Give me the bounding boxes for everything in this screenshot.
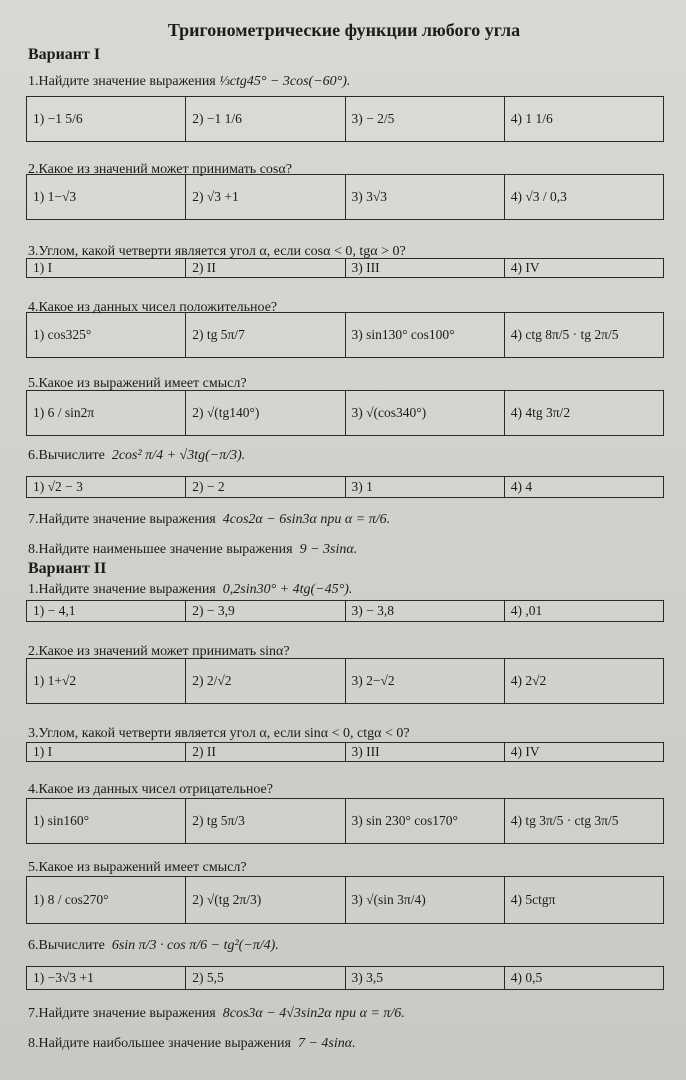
v1-q6-answers — [26, 476, 664, 498]
v2-q5-option[interactable]: 2) √(tg 2π/3) — [185, 877, 344, 923]
v2-q1-option[interactable]: 4) ,01 — [504, 601, 663, 621]
v1-q3-option[interactable]: 2) II — [185, 259, 344, 277]
v2-q6-answers — [26, 966, 664, 990]
v2-q8-text: 8.Найдите наибольшее значение выражения 7 − 4sinα. — [28, 1036, 356, 1051]
v1-q2-option[interactable]: 4) √3 / 0,3 — [504, 175, 663, 219]
v1-q3-option[interactable]: 3) III — [345, 259, 504, 277]
v1-q1-option[interactable]: 2) −1 1/6 — [185, 97, 344, 141]
v1-q2-answers — [26, 174, 664, 220]
v1-q3-option[interactable]: 1) I — [33, 260, 53, 275]
v1-q5-option[interactable]: 1) 6 / sin2π — [33, 405, 95, 420]
v2-q1-option[interactable]: 3) − 3,8 — [345, 601, 504, 621]
v1-q4-answers — [26, 312, 664, 358]
v2-q4-option[interactable]: 4) tg 3π/5 · ctg 3π/5 — [504, 799, 663, 843]
v1-q5-text: 5.Какое из выражений имеет смысл? — [28, 376, 247, 391]
v2-q2-option[interactable]: 3) 2−√2 — [345, 659, 504, 703]
v2-q7-text: 7.Найдите значение выражения 8cos3α − 4√3sin2α при α = π/6. — [28, 1006, 405, 1021]
v1-q2-text: 2.Какое из значений может принимать cosα? — [28, 162, 292, 177]
v1-q2-option[interactable]: 1) 1−√3 — [33, 189, 77, 204]
page-title: Тригонометрические функции любого угла — [167, 20, 521, 40]
v2-q4-text: 4.Какое из данных чисел отрицательное? — [28, 782, 273, 797]
v2-q6-option[interactable]: 4) 0,5 — [504, 967, 663, 989]
v1-q4-option[interactable]: 4) ctg 8π/5 · tg 2π/5 — [504, 313, 663, 357]
v1-q4-option[interactable]: 2) tg 5π/7 — [185, 313, 344, 357]
v1-q1-text: 1.Найдите значение выражения ⅓ctg45° − 3cos(−60°). — [28, 74, 351, 89]
v2-q1-option[interactable]: 1) − 4,1 — [33, 603, 76, 618]
v2-q5-option[interactable]: 3) √(sin 3π/4) — [345, 877, 504, 923]
v1-q5-option[interactable]: 4) 4tg 3π/2 — [504, 391, 663, 435]
v1-q6-option[interactable]: 2) − 2 — [185, 477, 344, 497]
v2-q6-option[interactable]: 1) −3√3 +1 — [33, 970, 94, 985]
v1-q3-option[interactable]: 4) IV — [504, 259, 663, 277]
v2-q5-answers — [26, 876, 664, 924]
v2-q2-option[interactable]: 1) 1+√2 — [33, 673, 77, 688]
v2-q6-text: 6.Вычислите 6sin π/3 · cos π/6 − tg²(−π/4). — [28, 938, 279, 953]
v2-q1-option[interactable]: 2) − 3,9 — [185, 601, 344, 621]
v1-q3-text: 3.Углом, какой четверти является угол α, если cosα < 0, tgα > 0? — [28, 244, 406, 259]
v1-q4-option[interactable]: 3) sin130° cos100° — [345, 313, 504, 357]
v1-q3-answers — [26, 258, 664, 278]
v2-q4-option[interactable]: 3) sin 230° cos170° — [345, 799, 504, 843]
v2-q1-answers — [26, 600, 664, 622]
v1-q1-option[interactable]: 4) 1 1/6 — [504, 97, 663, 141]
v2-q2-text: 2.Какое из значений может принимать sinα? — [28, 644, 290, 659]
v1-q5-option[interactable]: 3) √(cos340°) — [345, 391, 504, 435]
v2-q3-option[interactable]: 4) IV — [504, 743, 663, 761]
v1-q6-option[interactable]: 1) √2 − 3 — [33, 479, 83, 494]
v2-q5-text: 5.Какое из выражений имеет смысл? — [28, 860, 247, 875]
v1-q5-option[interactable]: 2) √(tg140°) — [185, 391, 344, 435]
v1-q4-text: 4.Какое из данных чисел положительное? — [28, 300, 278, 315]
v2-q3-text: 3.Углом, какой четверти является угол α, если sinα < 0, ctgα < 0? — [28, 726, 410, 741]
v2-q5-option[interactable]: 4) 5ctgπ — [504, 877, 663, 923]
v2-q2-option[interactable]: 2) 2/√2 — [185, 659, 344, 703]
v2-q3-answers — [26, 742, 664, 762]
v1-q2-option[interactable]: 2) √3 +1 — [185, 175, 344, 219]
v2-q1-text: 1.Найдите значение выражения 0,2sin30° + 4tg(−45°). — [28, 582, 353, 597]
v1-q5-answers — [26, 390, 664, 436]
v2-q3-option[interactable]: 2) II — [185, 743, 344, 761]
v2-q4-option[interactable]: 1) sin160° — [33, 813, 90, 828]
v1-q8-text: 8.Найдите наименьшее значение выражения 9 − 3sinα. — [28, 542, 358, 557]
v2-q4-option[interactable]: 2) tg 5π/3 — [185, 799, 344, 843]
v1-q4-option[interactable]: 1) cos325° — [33, 327, 92, 342]
v2-q2-option[interactable]: 4) 2√2 — [504, 659, 663, 703]
v2-q5-option[interactable]: 1) 8 / cos270° — [33, 892, 109, 907]
v2-q4-answers — [26, 798, 664, 844]
variant2-heading: Вариант II — [28, 560, 107, 577]
v1-q1-option[interactable]: 3) − 2/5 — [345, 97, 504, 141]
v1-q6-option[interactable]: 4) 4 — [504, 477, 663, 497]
v1-q6-option[interactable]: 3) 1 — [345, 477, 504, 497]
worksheet-page — [14, 8, 674, 1070]
v2-q3-option[interactable]: 3) III — [345, 743, 504, 761]
v1-q2-option[interactable]: 3) 3√3 — [345, 175, 504, 219]
v2-q6-option[interactable]: 3) 3,5 — [345, 967, 504, 989]
v1-q1-answers — [26, 96, 664, 142]
v1-q1-option[interactable]: 1) −1 5/6 — [33, 111, 83, 126]
v1-q7-text: 7.Найдите значение выражения 4cos2α − 6sin3α при α = π/6. — [28, 512, 391, 527]
v2-q6-option[interactable]: 2) 5,5 — [185, 967, 344, 989]
variant1-heading: Вариант I — [28, 46, 101, 63]
v2-q2-answers — [26, 658, 664, 704]
v1-q6-text: 6.Вычислите 2cos² π/4 + √3tg(−π/3). — [28, 448, 246, 463]
v2-q3-option[interactable]: 1) I — [33, 744, 53, 759]
